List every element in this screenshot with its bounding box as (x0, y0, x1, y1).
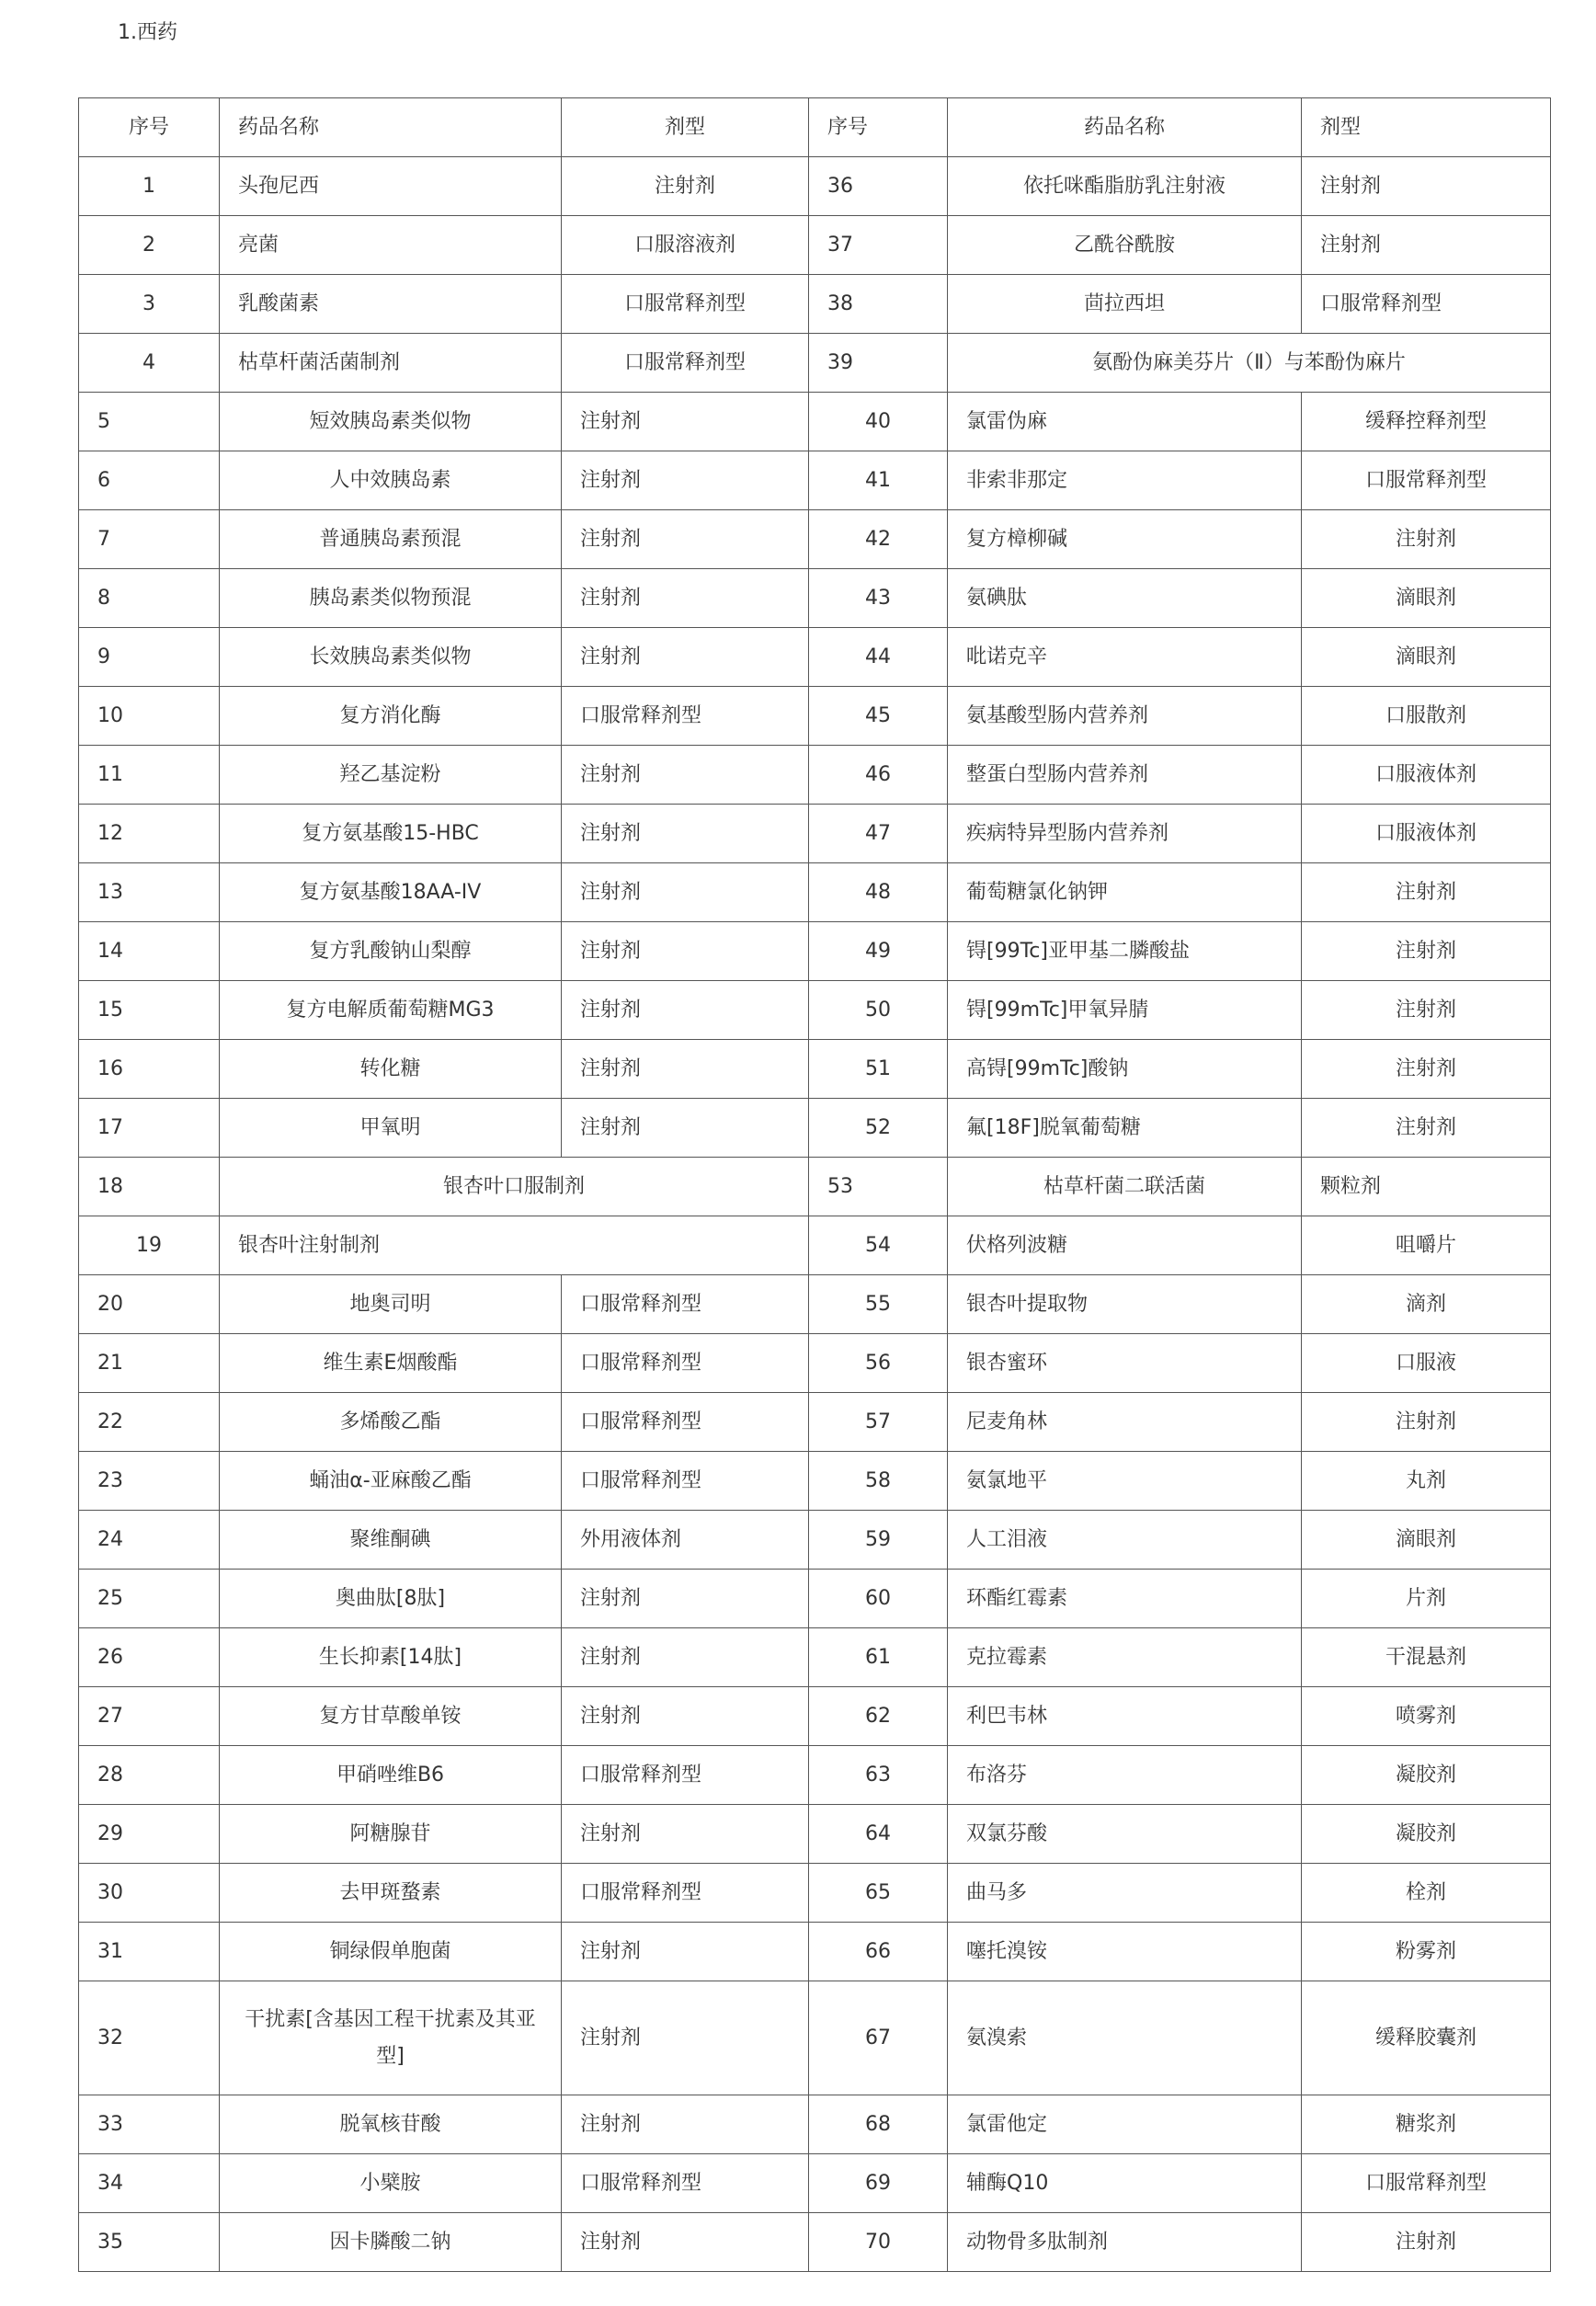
table-row (79, 1393, 1551, 1452)
cell-rname: 氟[18F]脱氧葡萄糖 (948, 1099, 1302, 1158)
cell-ln: 13 (79, 863, 220, 922)
cell-rn: 48 (809, 863, 948, 922)
table-row (79, 1452, 1551, 1511)
cell-rform: 滴眼剂 (1302, 1511, 1551, 1570)
cell-lform: 注射剂 (562, 628, 809, 687)
cell-lform: 口服常释剂型 (562, 1275, 809, 1334)
cell-lform: 口服常释剂型 (562, 275, 809, 334)
cell-rname: 锝[99mTc]甲氧异腈 (948, 981, 1302, 1040)
table-row (79, 1805, 1551, 1864)
cell-lname: 亮菌 (220, 216, 562, 275)
cell-rform: 丸剂 (1302, 1452, 1551, 1511)
cell-rform: 口服常释剂型 (1302, 2154, 1551, 2213)
cell-rform: 糖浆剂 (1302, 2095, 1551, 2154)
cell-ln: 22 (79, 1393, 220, 1452)
table-row (79, 1864, 1551, 1923)
cell-rn: 49 (809, 922, 948, 981)
cell-lname: 长效胰岛素类似物 (220, 628, 562, 687)
cell-rn: 40 (809, 393, 948, 451)
cell-rname: 尼麦角林 (948, 1393, 1302, 1452)
cell-rname: 伏格列波糖 (948, 1216, 1302, 1275)
cell-ln: 14 (79, 922, 220, 981)
cell-rn: 44 (809, 628, 948, 687)
cell-rform: 凝胶剂 (1302, 1805, 1551, 1864)
cell-lform: 口服常释剂型 (562, 687, 809, 746)
cell-rn: 37 (809, 216, 948, 275)
cell-ln: 11 (79, 746, 220, 805)
table-row (79, 1687, 1551, 1746)
cell-rn: 61 (809, 1628, 948, 1687)
cell-rform: 注射剂 (1302, 157, 1551, 216)
table-row (79, 1216, 1551, 1275)
cell-rform: 注射剂 (1302, 2213, 1551, 2272)
cell-ln: 3 (79, 275, 220, 334)
cell-rn: 58 (809, 1452, 948, 1511)
cell-rform: 滴眼剂 (1302, 569, 1551, 628)
cell-lform: 注射剂 (562, 1040, 809, 1099)
cell-rform: 滴剂 (1302, 1275, 1551, 1334)
cell-lform: 注射剂 (562, 2095, 809, 2154)
cell-rn: 62 (809, 1687, 948, 1746)
table-row (79, 1158, 1551, 1216)
cell-lform: 注射剂 (562, 746, 809, 805)
cell-rform: 注射剂 (1302, 216, 1551, 275)
cell-ln: 21 (79, 1334, 220, 1393)
cell-lname: 甲氧明 (220, 1099, 562, 1158)
cell-ln: 15 (79, 981, 220, 1040)
cell-ln: 8 (79, 569, 220, 628)
cell-rname: 氨碘肽 (948, 569, 1302, 628)
cell-rform: 注射剂 (1302, 1099, 1551, 1158)
cell-lname: 脱氧核苷酸 (220, 2095, 562, 2154)
cell-rn: 36 (809, 157, 948, 216)
table-row (79, 805, 1551, 863)
cell-rform: 注射剂 (1302, 1393, 1551, 1452)
cell-lname: 胰岛素类似物预混 (220, 569, 562, 628)
cell-rname: 疾病特异型肠内营养剂 (948, 805, 1302, 863)
cell-lform: 注射剂 (562, 1981, 809, 2095)
cell-lform: 口服常释剂型 (562, 1334, 809, 1393)
cell-ln: 12 (79, 805, 220, 863)
cell-ln: 30 (79, 1864, 220, 1923)
cell-rn: 54 (809, 1216, 948, 1275)
cell-rn: 45 (809, 687, 948, 746)
table-row (79, 1334, 1551, 1393)
cell-rn: 47 (809, 805, 948, 863)
cell-rname: 克拉霉素 (948, 1628, 1302, 1687)
cell-rname: 氨基酸型肠内营养剂 (948, 687, 1302, 746)
cell-ln: 20 (79, 1275, 220, 1334)
cell-rn: 69 (809, 2154, 948, 2213)
cell-rname: 曲马多 (948, 1864, 1302, 1923)
cell-rname: 高锝[99mTc]酸钠 (948, 1040, 1302, 1099)
cell-lform: 注射剂 (562, 1570, 809, 1628)
cell-rn: 46 (809, 746, 948, 805)
cell-rn: 53 (809, 1158, 948, 1216)
cell-lform: 口服常释剂型 (562, 1746, 809, 1805)
cell-ln: 33 (79, 2095, 220, 2154)
cell-rn: 70 (809, 2213, 948, 2272)
cell-lform: 注射剂 (562, 1099, 809, 1158)
cell-lname: 蛹油α-亚麻酸乙酯 (220, 1452, 562, 1511)
cell-ln: 28 (79, 1746, 220, 1805)
cell-rform: 注射剂 (1302, 863, 1551, 922)
header-form-left: 剂型 (562, 98, 809, 157)
cell-rn: 67 (809, 1981, 948, 2095)
table-row (79, 863, 1551, 922)
cell-lname: 因卡膦酸二钠 (220, 2213, 562, 2272)
cell-lform: 注射剂 (562, 451, 809, 510)
cell-rn: 52 (809, 1099, 948, 1158)
cell-rn: 68 (809, 2095, 948, 2154)
cell-rform: 缓释胶囊剂 (1302, 1981, 1551, 2095)
cell-rform: 注射剂 (1302, 1040, 1551, 1099)
cell-rname: 噻托溴铵 (948, 1923, 1302, 1981)
cell-lname: 银杏叶注射制剂 (220, 1216, 809, 1275)
cell-lform: 注射剂 (562, 1687, 809, 1746)
table-row (79, 1040, 1551, 1099)
cell-rn: 64 (809, 1805, 948, 1864)
cell-rname: 利巴韦林 (948, 1687, 1302, 1746)
table-row (79, 981, 1551, 1040)
cell-rname: 依托咪酯脂肪乳注射液 (948, 157, 1302, 216)
cell-rname: 辅酶Q10 (948, 2154, 1302, 2213)
cell-lform: 注射剂 (562, 922, 809, 981)
cell-lform: 注射剂 (562, 1628, 809, 1687)
table-row (79, 628, 1551, 687)
cell-lform: 口服常释剂型 (562, 1864, 809, 1923)
cell-ln: 7 (79, 510, 220, 569)
cell-rname: 氨溴索 (948, 1981, 1302, 2095)
table-row (79, 451, 1551, 510)
cell-ln: 34 (79, 2154, 220, 2213)
cell-rname: 葡萄糖氯化钠钾 (948, 863, 1302, 922)
cell-lname: 转化糖 (220, 1040, 562, 1099)
cell-ln: 19 (79, 1216, 220, 1275)
cell-rname: 枯草杆菌二联活菌 (948, 1158, 1302, 1216)
header-name-left: 药品名称 (220, 98, 562, 157)
cell-lform: 注射剂 (562, 510, 809, 569)
cell-rname: 吡诺克辛 (948, 628, 1302, 687)
table-row (79, 1981, 1551, 2095)
cell-rform: 滴眼剂 (1302, 628, 1551, 687)
cell-lname: 维生素E烟酸酯 (220, 1334, 562, 1393)
cell-lname: 去甲斑蝥素 (220, 1864, 562, 1923)
cell-rn: 66 (809, 1923, 948, 1981)
cell-lname: 枯草杆菌活菌制剂 (220, 334, 562, 393)
cell-rname: 锝[99Tc]亚甲基二膦酸盐 (948, 922, 1302, 981)
cell-rn: 55 (809, 1275, 948, 1334)
table-row (79, 393, 1551, 451)
cell-lname: 人中效胰岛素 (220, 451, 562, 510)
cell-lform: 注射剂 (562, 1923, 809, 1981)
cell-rname: 银杏叶提取物 (948, 1275, 1302, 1334)
cell-rn: 38 (809, 275, 948, 334)
cell-ln: 2 (79, 216, 220, 275)
cell-lform: 注射剂 (562, 805, 809, 863)
cell-ln: 31 (79, 1923, 220, 1981)
table-row (79, 1923, 1551, 1981)
cell-lform: 口服常释剂型 (562, 334, 809, 393)
cell-rform: 颗粒剂 (1302, 1158, 1551, 1216)
cell-rn: 56 (809, 1334, 948, 1393)
header-seq-right: 序号 (809, 98, 948, 157)
cell-rn: 41 (809, 451, 948, 510)
cell-rform: 干混悬剂 (1302, 1628, 1551, 1687)
cell-rname: 茴拉西坦 (948, 275, 1302, 334)
cell-rform: 口服液 (1302, 1334, 1551, 1393)
cell-lform: 注射剂 (562, 981, 809, 1040)
drug-table (78, 97, 1551, 2272)
cell-lname: 甲硝唑维B6 (220, 1746, 562, 1805)
cell-ln: 32 (79, 1981, 220, 2095)
table-row (79, 1746, 1551, 1805)
cell-rname: 氨酚伪麻美芬片（Ⅱ）与苯酚伪麻片 (948, 334, 1551, 393)
cell-ln: 17 (79, 1099, 220, 1158)
cell-rname: 整蛋白型肠内营养剂 (948, 746, 1302, 805)
table-row (79, 334, 1551, 393)
table-row (79, 1275, 1551, 1334)
cell-rform: 注射剂 (1302, 510, 1551, 569)
cell-lname: 短效胰岛素类似物 (220, 393, 562, 451)
cell-lform: 注射剂 (562, 863, 809, 922)
cell-rname: 人工泪液 (948, 1511, 1302, 1570)
header-seq-left: 序号 (79, 98, 220, 157)
cell-lname: 地奥司明 (220, 1275, 562, 1334)
table-row (79, 1570, 1551, 1628)
cell-lname: 复方甘草酸单铵 (220, 1687, 562, 1746)
cell-rform: 口服散剂 (1302, 687, 1551, 746)
cell-lname: 羟乙基淀粉 (220, 746, 562, 805)
cell-rn: 43 (809, 569, 948, 628)
cell-ln: 1 (79, 157, 220, 216)
cell-lname: 多烯酸乙酯 (220, 1393, 562, 1452)
cell-lform: 口服常释剂型 (562, 1393, 809, 1452)
cell-lname: 乳酸菌素 (220, 275, 562, 334)
cell-lname: 复方氨基酸18AA-IV (220, 863, 562, 922)
cell-ln: 25 (79, 1570, 220, 1628)
cell-rn: 57 (809, 1393, 948, 1452)
cell-ln: 18 (79, 1158, 220, 1216)
cell-rform: 凝胶剂 (1302, 1746, 1551, 1805)
cell-rform: 咀嚼片 (1302, 1216, 1551, 1275)
cell-lname: 复方乳酸钠山梨醇 (220, 922, 562, 981)
cell-lname: 小檗胺 (220, 2154, 562, 2213)
cell-rform: 粉雾剂 (1302, 1923, 1551, 1981)
cell-rname: 布洛芬 (948, 1746, 1302, 1805)
cell-lform: 口服常释剂型 (562, 1452, 809, 1511)
cell-lform: 注射剂 (562, 1805, 809, 1864)
cell-rform: 注射剂 (1302, 981, 1551, 1040)
cell-rname: 复方樟柳碱 (948, 510, 1302, 569)
table-row (79, 1511, 1551, 1570)
table-row (79, 1628, 1551, 1687)
cell-ln: 26 (79, 1628, 220, 1687)
table-row (79, 275, 1551, 334)
cell-rname: 环酯红霉素 (948, 1570, 1302, 1628)
cell-lname: 复方消化酶 (220, 687, 562, 746)
cell-ln: 10 (79, 687, 220, 746)
cell-ln: 24 (79, 1511, 220, 1570)
cell-rname: 乙酰谷酰胺 (948, 216, 1302, 275)
cell-rn: 50 (809, 981, 948, 1040)
cell-rn: 60 (809, 1570, 948, 1628)
cell-rname: 非索非那定 (948, 451, 1302, 510)
header-form-right: 剂型 (1302, 98, 1551, 157)
cell-rform: 口服液体剂 (1302, 746, 1551, 805)
cell-lform: 注射剂 (562, 2213, 809, 2272)
cell-ln: 16 (79, 1040, 220, 1099)
cell-rn: 59 (809, 1511, 948, 1570)
cell-ln: 27 (79, 1687, 220, 1746)
header-name-right: 药品名称 (948, 98, 1302, 157)
table-row (79, 2095, 1551, 2154)
cell-rform: 口服常释剂型 (1302, 451, 1551, 510)
cell-rname: 氨氯地平 (948, 1452, 1302, 1511)
cell-ln: 5 (79, 393, 220, 451)
table-row (79, 746, 1551, 805)
cell-lform: 口服溶液剂 (562, 216, 809, 275)
cell-ln: 6 (79, 451, 220, 510)
cell-lform: 注射剂 (562, 393, 809, 451)
cell-rform: 片剂 (1302, 1570, 1551, 1628)
cell-lname: 普通胰岛素预混 (220, 510, 562, 569)
cell-rn: 63 (809, 1746, 948, 1805)
cell-rn: 39 (809, 334, 948, 393)
table-row (79, 2213, 1551, 2272)
cell-lname: 奥曲肽[8肽] (220, 1570, 562, 1628)
table-row (79, 687, 1551, 746)
cell-lname: 复方电解质葡萄糖MG3 (220, 981, 562, 1040)
cell-rn: 42 (809, 510, 948, 569)
cell-lname: 银杏叶口服制剂 (220, 1158, 809, 1216)
cell-lname: 聚维酮碘 (220, 1511, 562, 1570)
cell-rn: 65 (809, 1864, 948, 1923)
cell-lname: 生长抑素[14肽] (220, 1628, 562, 1687)
table-header-row (79, 98, 1551, 157)
cell-lname: 复方氨基酸15-HBC (220, 805, 562, 863)
cell-ln: 9 (79, 628, 220, 687)
cell-ln: 4 (79, 334, 220, 393)
cell-lname: 头孢尼西 (220, 157, 562, 216)
table-row (79, 1099, 1551, 1158)
cell-ln: 35 (79, 2213, 220, 2272)
cell-rname: 氯雷伪麻 (948, 393, 1302, 451)
table-row (79, 216, 1551, 275)
table-row (79, 569, 1551, 628)
cell-rform: 注射剂 (1302, 922, 1551, 981)
cell-lform: 注射剂 (562, 569, 809, 628)
cell-ln: 29 (79, 1805, 220, 1864)
table-row (79, 2154, 1551, 2213)
cell-lform: 口服常释剂型 (562, 2154, 809, 2213)
table-row (79, 922, 1551, 981)
table-row (79, 157, 1551, 216)
cell-rname: 银杏蜜环 (948, 1334, 1302, 1393)
cell-lform: 外用液体剂 (562, 1511, 809, 1570)
cell-rform: 缓释控释剂型 (1302, 393, 1551, 451)
cell-rname: 动物骨多肽制剂 (948, 2213, 1302, 2272)
cell-lname: 干扰素[含基因工程干扰素及其亚型] (220, 1981, 562, 2095)
section-heading: 1.西药 (118, 21, 177, 44)
cell-rname: 双氯芬酸 (948, 1805, 1302, 1864)
cell-rname: 氯雷他定 (948, 2095, 1302, 2154)
cell-rform: 栓剂 (1302, 1864, 1551, 1923)
cell-ln: 23 (79, 1452, 220, 1511)
cell-rform: 喷雾剂 (1302, 1687, 1551, 1746)
cell-lname: 铜绿假单胞菌 (220, 1923, 562, 1981)
table-row (79, 510, 1551, 569)
cell-rn: 51 (809, 1040, 948, 1099)
cell-lform: 注射剂 (562, 157, 809, 216)
cell-lname: 阿糖腺苷 (220, 1805, 562, 1864)
cell-rform: 口服常释剂型 (1302, 275, 1551, 334)
cell-rform: 口服液体剂 (1302, 805, 1551, 863)
